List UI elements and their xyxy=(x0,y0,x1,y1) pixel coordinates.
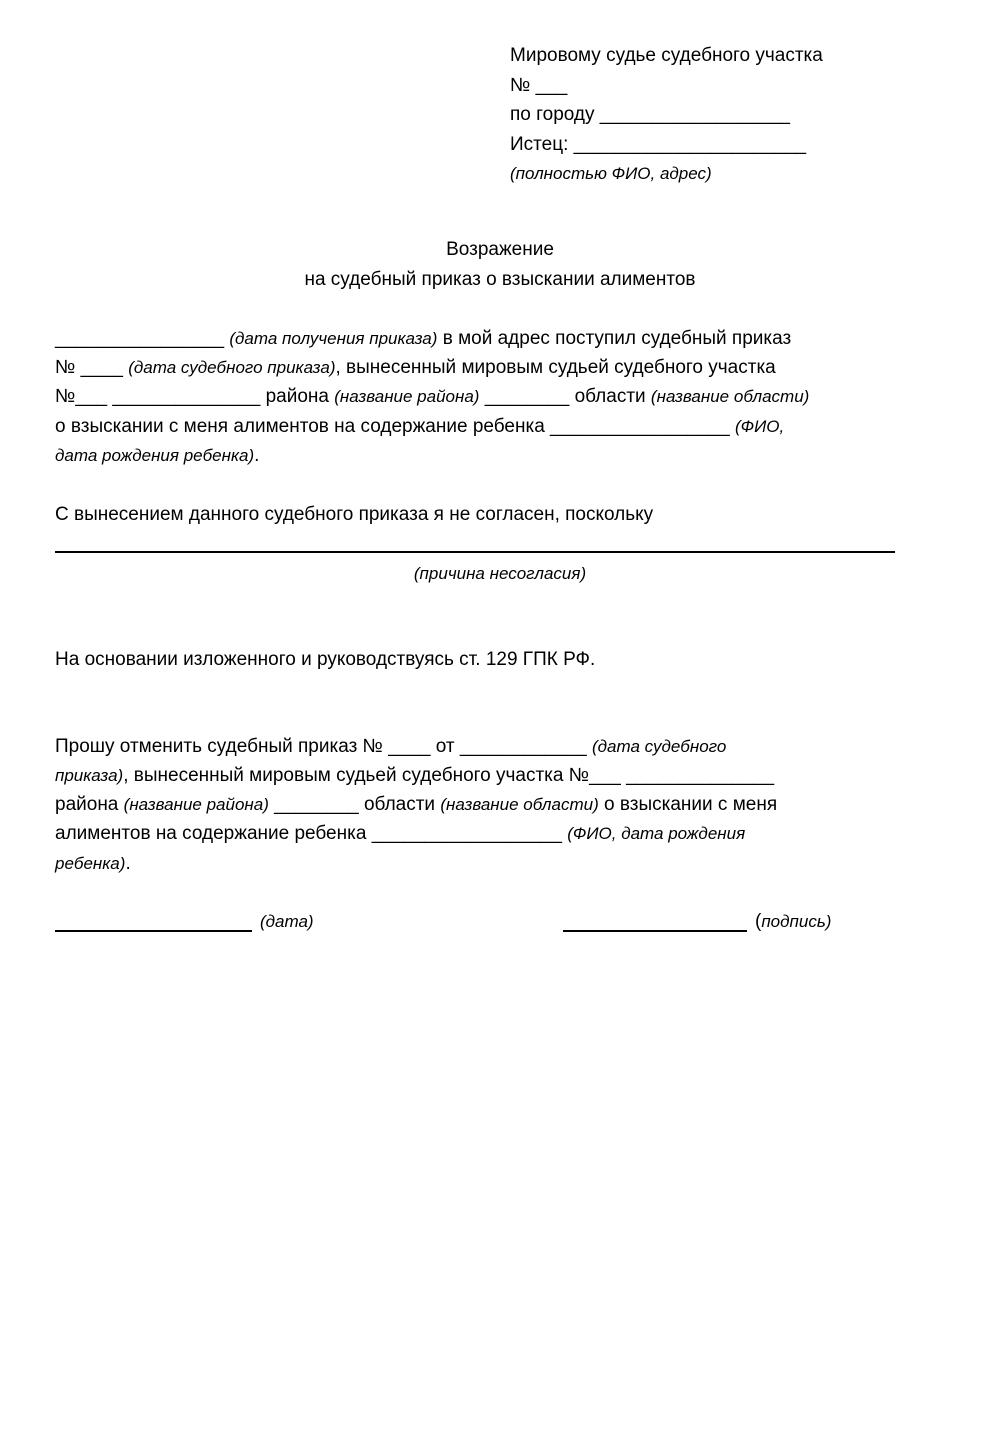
addressee-line-plaintiff: Истец: ______________________ xyxy=(510,134,807,155)
addressee-note: (полностью ФИО, адрес) xyxy=(510,164,712,183)
field-note: приказа) xyxy=(55,766,124,785)
document-subtitle: на судебный приказ о взыскании алиментов xyxy=(304,269,696,290)
paragraph-line xyxy=(55,793,777,817)
field-note: (название района) xyxy=(123,795,269,814)
paragraph-line xyxy=(55,735,726,759)
text: ________ области xyxy=(274,794,436,815)
legal-basis-text: На основании изложенного и руководствуясь ст. 129 ГПК РФ. xyxy=(55,649,596,670)
field-note: (название области) xyxy=(440,795,599,814)
field-note: (дата получения приказа) xyxy=(229,329,438,348)
document-title: Возражение xyxy=(446,239,554,260)
signature-note xyxy=(755,910,831,934)
field-note: (дата судебного xyxy=(591,737,727,756)
text: алиментов на содержание ребенка __________________ xyxy=(55,823,562,844)
reason-blank-line xyxy=(55,551,895,553)
text: района xyxy=(55,794,119,815)
text: ________ области xyxy=(484,386,646,407)
text: . xyxy=(125,853,131,874)
field-note: (название района) xyxy=(334,387,480,406)
text: № ____ xyxy=(55,357,123,378)
paragraph-line xyxy=(55,444,259,468)
addressee-line-city: по городу __________________ xyxy=(510,104,790,125)
text: , вынесенный мировым судьей судебного участка xyxy=(335,357,776,378)
field-note: (ФИО, xyxy=(734,417,785,436)
addressee-line-judge: Мировому судье судебного участка xyxy=(510,45,823,66)
blank-field: ________________ xyxy=(55,328,225,349)
text: . xyxy=(254,445,260,466)
field-note: ребенка) xyxy=(55,854,126,873)
paragraph-line xyxy=(55,764,774,788)
text: , вынесенный мировым судьей судебного участка №___ ______________ xyxy=(123,765,775,786)
signature-blank-line xyxy=(563,930,747,932)
field-note: (дата судебного приказа) xyxy=(128,358,336,377)
text: №___ ______________ района xyxy=(55,386,329,407)
paragraph-line xyxy=(55,385,809,409)
paragraph-line xyxy=(55,852,131,876)
text: Прошу отменить судебный приказ № ____ от ____________ xyxy=(55,736,587,757)
paragraph-line xyxy=(55,822,745,846)
text: о взыскании с меня алиментов на содержание ребенка _________________ xyxy=(55,416,730,437)
text: ( xyxy=(755,911,762,932)
paragraph-line xyxy=(55,415,784,439)
disagreement-text: С вынесением данного судебного приказа я не согласен, поскольку xyxy=(55,504,654,525)
field-note: (название области) xyxy=(650,387,810,406)
field-note: подпись) xyxy=(761,912,832,931)
addressee-line-number: № ___ xyxy=(510,75,568,96)
field-note: (ФИО, дата рождения xyxy=(567,824,746,843)
text: в мой адрес поступил судебный приказ xyxy=(442,328,792,349)
date-blank-line xyxy=(55,930,252,932)
field-note: дата рождения ребенка) xyxy=(55,446,255,465)
date-note: (дата) xyxy=(260,912,314,931)
reason-note: (причина несогласия) xyxy=(413,564,587,583)
paragraph-line xyxy=(55,356,776,380)
text: о взыскании с меня xyxy=(604,794,778,815)
paragraph-line xyxy=(55,327,791,351)
